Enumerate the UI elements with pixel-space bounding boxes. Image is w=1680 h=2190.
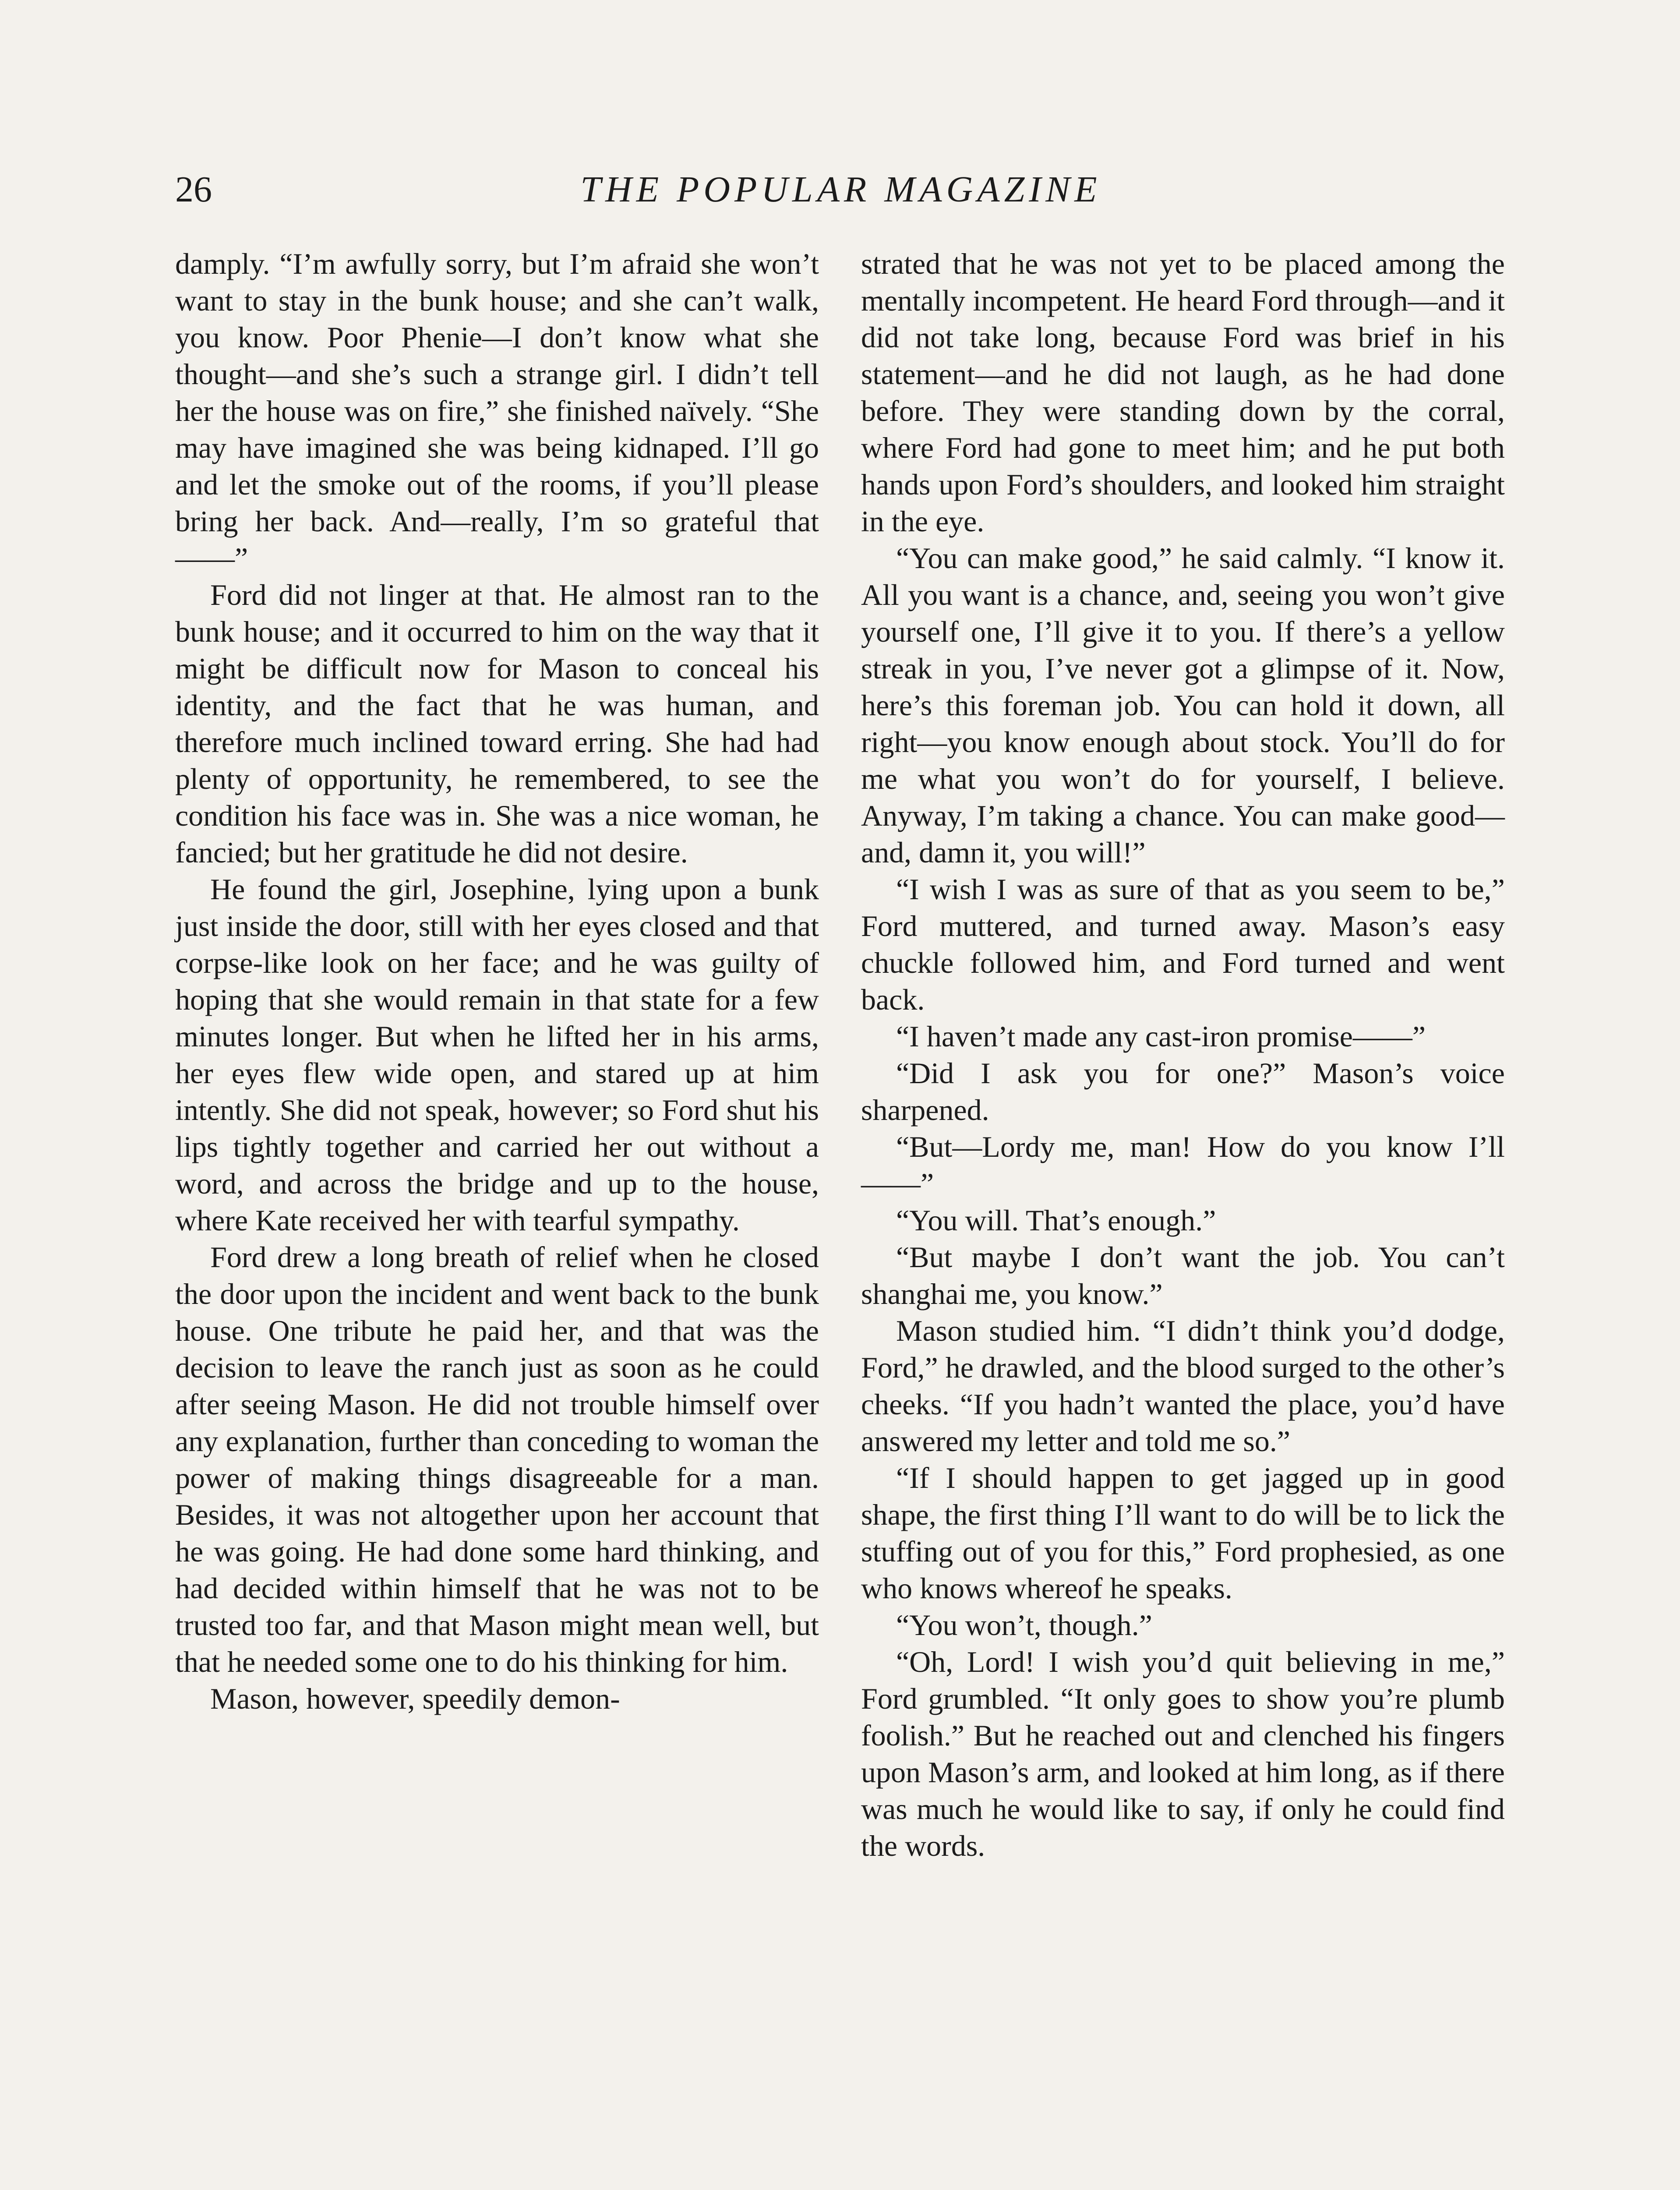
- paragraph: “You will. That’s enough.”: [896, 1204, 1216, 1237]
- right-column: [861, 245, 1505, 1864]
- paragraph: Mason studied him. “I didn’t think you’d dodge, Ford,” he drawled, and the blood surged to the other’s cheeks. “If you hadn’t wanted the place, you’d have answered my letter and told me so.”: [861, 1314, 1505, 1458]
- paragraph: “But maybe I don’t want the job. You can’t shanghai me, you know.”: [861, 1240, 1505, 1310]
- paragraph: strated that he was not yet to be placed among the mentally incompetent. He heard Ford through—and it did not take long, because Ford was brief in his statement—and he did not laugh, as he had done before. They were standing down by the corral, where Ford had gone to meet him; and he put both hands upon Ford’s shoulders, and looked him straight in the eye.: [861, 247, 1505, 538]
- paragraph: “But—Lordy me, man! How do you know I’ll——”: [861, 1130, 1505, 1200]
- paragraph: “You can make good,” he said calmly. “I know it. All you want is a chance, and, seeing you won’t give yourself one, I’ll give it to you. If there’s a yellow streak in you, I’ve never got a glimpse of it. Now, here’s this foreman job. You can hold it down, all right—you know enough about stock. You’ll do for me what you won’t do for yourself, I believe. Anyway, I’m taking a chance. You can make good—and, damn it, you will!”: [861, 541, 1505, 869]
- paragraph: Ford did not linger at that. He almost ran to the bunk house; and it occurred to him on the way that it might be difficult now for Mason to conceal his identity, and the fact that he was human, and therefore much inclined toward erring. She had had plenty of opportunity, he remembered, to see the condition his face was in. She was a nice woman, he fancied; but her gratitude he did not desire.: [175, 578, 819, 869]
- paragraph: “I haven’t made any cast-iron promise——”: [896, 1020, 1426, 1053]
- paragraph: “Did I ask you for one?” Mason’s voice sharpened.: [861, 1056, 1505, 1127]
- paragraph: “Oh, Lord! I wish you’d quit believing in me,” Ford grumbled. “It only goes to show you’re plumb foolish.” But he reached out and clenched his fingers upon Mason’s arm, and looked at him long, as if there was much he would like to say, if only he could find the words.: [861, 1645, 1505, 1862]
- paragraph: “You won’t, though.”: [896, 1608, 1152, 1642]
- running-title: THE POPULAR MAGAZINE: [580, 169, 1101, 210]
- paragraph: Ford drew a long breath of relief when he closed the door upon the incident and went back to the bunk house. One tribute he paid her, and that was the decision to leave the ranch just as soon as he could after seeing Mason. He did not trouble himself over any explanation, further than conceding to woman the power of making things disagreeable for a man. Besides, it was not altogether upon her account that he was going. He had done some hard thinking, and had decided within himself that he was not to be trusted too far, and that Mason might mean well, but that he needed some one to do his thinking for him.: [175, 1240, 819, 1678]
- paragraph: damply. “I’m awfully sorry, but I’m afraid she won’t want to stay in the bunk house; and she can’t walk, you know. Poor Phenie—I don’t know what she thought—and she’s such a strange girl. I didn’t tell her the house was on fire,” she finished naïvely. “She may have imagined she was being kidnaped. I’ll go and let the smoke out of the rooms, if you’ll please bring her back. And—really, I’m so grateful that——”: [175, 247, 819, 575]
- paragraph: “I wish I was as sure of that as you seem to be,” Ford muttered, and turned away. Mason’s easy chuckle followed him, and Ford turned and went back.: [861, 872, 1505, 1016]
- paragraph: Mason, however, speedily demon-: [210, 1682, 620, 1715]
- paragraph: “If I should happen to get jagged up in good shape, the first thing I’ll want to do will be to lick the stuffing out of you for this,” Ford prophesied, as one who knows whereof he speaks.: [861, 1461, 1505, 1605]
- page-header: [175, 166, 1507, 223]
- left-column: [175, 245, 819, 1717]
- page-number: 26: [175, 169, 212, 210]
- paragraph: He found the girl, Josephine, lying upon a bunk just inside the door, still with her eyes closed and that corpse-like look on her face; and he was guilty of hoping that she would remain in that state for a few minutes longer. But when he lifted her in his arms, her eyes flew wide open, and stared up at him intently. She did not speak, however; so Ford shut his lips tightly together and carried her out without a word, and across the bridge and up to the house, where Kate received her with tearful sympathy.: [175, 872, 819, 1237]
